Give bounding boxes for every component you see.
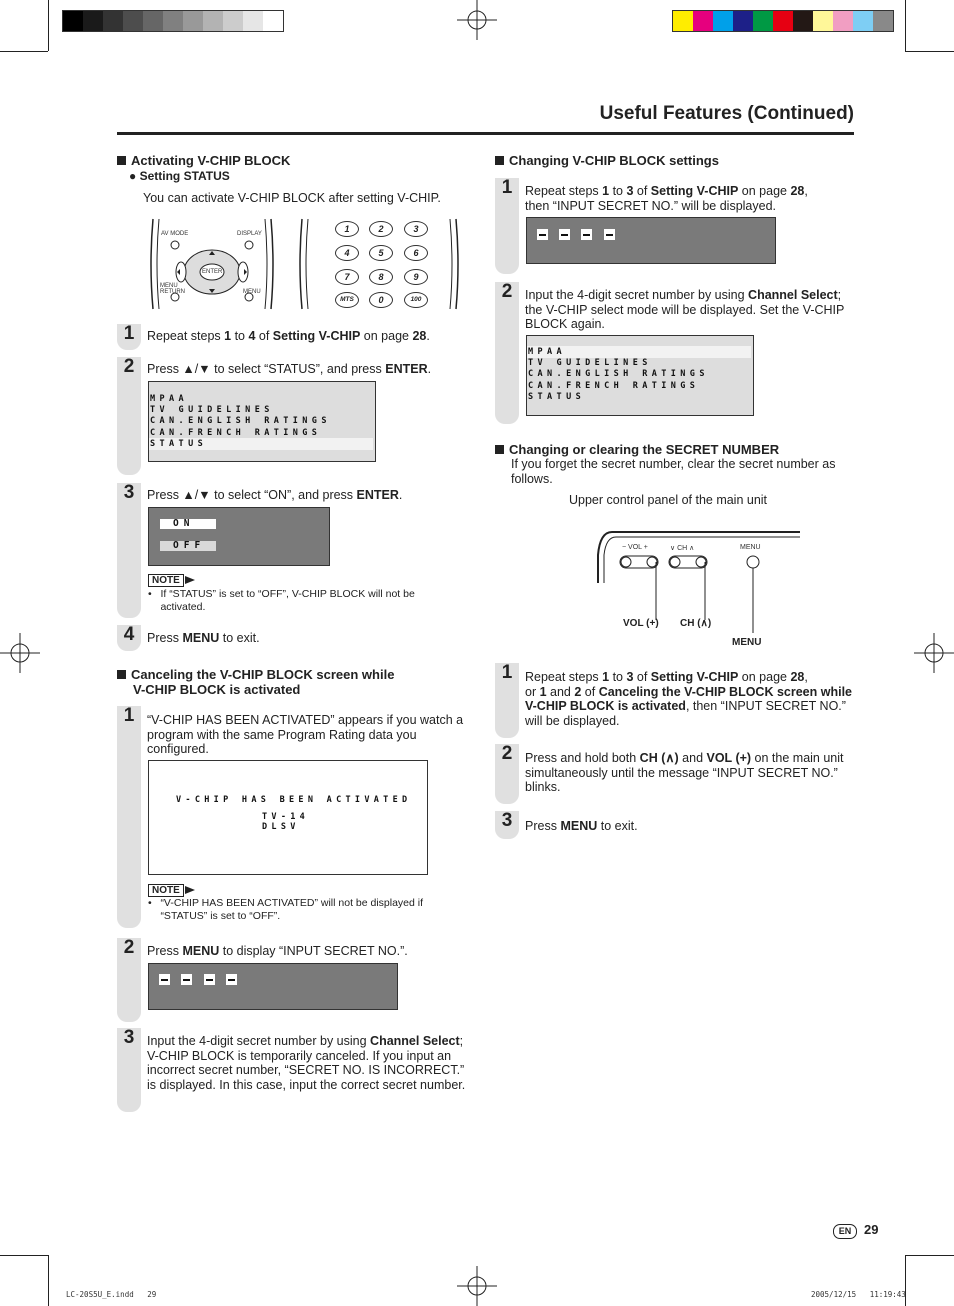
color-swatch bbox=[853, 11, 873, 31]
step-text: Input the 4-digit secret number by using Channel Select; V-CHIP BLOCK is temporarily canceled. If you input an incorrect secret number, “SECRET NO. IS INCORRECT.” is displayed. In this case, input the correct secret number. bbox=[147, 1034, 466, 1092]
step-number: 2 bbox=[501, 281, 513, 302]
secret-entry-box bbox=[526, 217, 776, 264]
color-swatch bbox=[873, 11, 893, 31]
digit-slot bbox=[226, 974, 237, 985]
note-badge: NOTE bbox=[148, 884, 184, 897]
osd-options bbox=[148, 507, 330, 566]
section-heading-changing bbox=[495, 153, 719, 168]
crop-mark bbox=[0, 1255, 48, 1256]
digit-slot bbox=[581, 229, 592, 240]
color-swatches bbox=[672, 10, 894, 32]
keypad-key: 1 bbox=[335, 221, 359, 237]
step-text: Repeat steps 1 to 3 of Setting V-CHIP on page 28, then “INPUT SECRET NO.” will be displayed. bbox=[525, 184, 808, 213]
remote-illustration bbox=[147, 215, 277, 311]
registration-mark bbox=[914, 633, 954, 673]
sub-heading-text: Setting STATUS bbox=[139, 169, 230, 183]
keypad-key: 6 bbox=[404, 245, 428, 261]
secret-entry-box bbox=[148, 963, 398, 1010]
step-number: 2 bbox=[123, 356, 135, 377]
osd-menu-item: TV GUIDELINES bbox=[528, 358, 652, 369]
osd-menu-item: MPAA bbox=[150, 394, 189, 404]
step-number: 2 bbox=[501, 743, 513, 764]
av-mode-label: AV MODE bbox=[161, 231, 189, 237]
color-swatch bbox=[693, 11, 713, 31]
step-text: Press and hold both CH (∧) and VOL (+) on the main unit simultaneously until the message “INPUT SECRET NO.” blinks. bbox=[525, 751, 844, 794]
crop-mark bbox=[905, 1255, 954, 1256]
panel-ch-label: ∨ CH ∧ bbox=[670, 545, 695, 552]
panel-vol-label: − VOL + bbox=[622, 544, 648, 551]
osd-menu-item: STATUS bbox=[150, 438, 208, 449]
intro-text: If you forget the secret number, clear the secret number as follows. bbox=[511, 457, 836, 486]
screen-line: DLSV bbox=[262, 822, 300, 832]
digit-slot bbox=[181, 974, 192, 985]
page-number: 29 bbox=[864, 1222, 879, 1237]
color-swatch bbox=[203, 11, 223, 31]
footer-date: 2005/12/15 11:19:43 bbox=[811, 1290, 906, 1299]
option-on: ON bbox=[173, 518, 195, 529]
keypad-key: 8 bbox=[369, 269, 393, 285]
color-swatch bbox=[123, 11, 143, 31]
color-swatch bbox=[163, 11, 183, 31]
note-text: • If “STATUS” is set to “OFF”, V-CHIP BLOCK will not be activated. bbox=[148, 588, 415, 613]
color-swatch bbox=[223, 11, 243, 31]
registration-mark bbox=[457, 1266, 497, 1306]
menu-return-label: MENU RETURN bbox=[160, 283, 185, 295]
keypad-key: 4 bbox=[335, 245, 359, 261]
menu-label: MENU bbox=[243, 289, 261, 295]
screen-line: TV-14 bbox=[262, 812, 310, 822]
color-swatch bbox=[813, 11, 833, 31]
step-text: Repeat steps 1 to 3 of Setting V-CHIP on page 28, or 1 and 2 of Canceling the V-CHIP BLOCK screen while V-CHIP BLOCK is activated, then “INPUT SECRET NO.” will be displayed. bbox=[525, 670, 852, 728]
osd-menu-item: CAN.FRENCH RATINGS bbox=[150, 427, 322, 438]
step-number: 2 bbox=[123, 937, 135, 958]
step-number: 1 bbox=[123, 705, 135, 726]
osd-menu-item: TV GUIDELINES bbox=[150, 405, 274, 416]
color-swatch bbox=[733, 11, 753, 31]
note-text: • “V-CHIP HAS BEEN ACTIVATED” will not be displayed if “STATUS” is set to “OFF”. bbox=[148, 897, 424, 922]
step-number: 1 bbox=[123, 323, 135, 344]
crop-mark bbox=[0, 51, 48, 52]
color-swatch bbox=[753, 11, 773, 31]
callout-vol: VOL (+) bbox=[623, 618, 659, 629]
digit-slot bbox=[559, 229, 570, 240]
display-label: DISPLAY bbox=[237, 231, 262, 237]
heading-text: V-CHIP BLOCK is activated bbox=[133, 682, 301, 697]
intro-text: You can activate V-CHIP BLOCK after setting V-CHIP. bbox=[143, 191, 441, 205]
language-badge: EN bbox=[833, 1224, 857, 1239]
keypad-key: 9 bbox=[404, 269, 428, 285]
color-swatch bbox=[183, 11, 203, 31]
osd-menu-item: CAN.ENGLISH RATINGS bbox=[528, 369, 709, 380]
option-off: OFF bbox=[173, 540, 206, 551]
keypad-key: 3 bbox=[404, 221, 428, 237]
osd-menu-item: CAN.ENGLISH RATINGS bbox=[150, 416, 331, 427]
grayscale-swatches bbox=[62, 10, 284, 32]
step-text: Press MENU to exit. bbox=[525, 819, 638, 833]
footer-file: LC-20S5U_E.indd 29 bbox=[66, 1290, 157, 1299]
color-swatch bbox=[63, 11, 83, 31]
step-text: Press MENU to display “INPUT SECRET NO.”. bbox=[147, 944, 408, 958]
color-swatch bbox=[713, 11, 733, 31]
color-swatch bbox=[793, 11, 813, 31]
color-swatch bbox=[143, 11, 163, 31]
step-text: “V-CHIP HAS BEEN ACTIVATED” appears if you watch a program with the same Program Rating data you configured. bbox=[147, 713, 464, 756]
section-heading-secret bbox=[495, 442, 779, 457]
heading-text: Activating V-CHIP BLOCK bbox=[131, 153, 291, 168]
step-bar bbox=[117, 706, 141, 928]
step-text: Press ▲/▼ to select “ON”, and press ENTER. bbox=[147, 488, 403, 502]
registration-mark bbox=[0, 633, 40, 673]
sub-heading: ● Setting STATUS bbox=[129, 169, 230, 183]
color-swatch bbox=[773, 11, 793, 31]
osd-menu-item: CAN.FRENCH RATINGS bbox=[528, 380, 700, 391]
color-swatch bbox=[103, 11, 123, 31]
heading-text: Canceling the V-CHIP BLOCK screen while bbox=[131, 667, 395, 682]
digit-slot bbox=[204, 974, 215, 985]
step-number: 3 bbox=[123, 482, 135, 503]
crop-mark bbox=[905, 0, 906, 51]
keypad-key: MTS bbox=[335, 292, 359, 308]
osd-menu-item: STATUS bbox=[528, 391, 586, 402]
color-swatch bbox=[83, 11, 103, 31]
step-bar bbox=[495, 282, 519, 424]
step-number: 3 bbox=[501, 810, 513, 831]
color-swatch bbox=[263, 11, 283, 31]
step-number: 3 bbox=[123, 1027, 135, 1048]
title-rule bbox=[117, 132, 854, 135]
callout-ch: CH (∧) bbox=[680, 618, 712, 629]
keypad-key: 0 bbox=[369, 292, 393, 308]
panel-caption: Upper control panel of the main unit bbox=[569, 493, 768, 507]
digit-slot bbox=[604, 229, 615, 240]
callout-menu: MENU bbox=[732, 637, 762, 648]
keypad-key: 100 bbox=[404, 292, 428, 308]
page-title: Useful Features (Continued) bbox=[599, 103, 854, 124]
digit-slot bbox=[537, 229, 548, 240]
step-number: 4 bbox=[123, 624, 135, 645]
step-text: Input the 4-digit secret number by using Channel Select; the V-CHIP select mode will be displayed. Set the V-CHIP BLOCK again. bbox=[525, 288, 845, 331]
heading-text: Changing V-CHIP BLOCK settings bbox=[509, 153, 719, 168]
keypad-key: 2 bbox=[369, 221, 393, 237]
color-swatch bbox=[673, 11, 693, 31]
crop-mark bbox=[905, 51, 954, 52]
digit-slot bbox=[159, 974, 170, 985]
step-number: 1 bbox=[501, 662, 513, 683]
panel-menu-label: MENU bbox=[740, 544, 761, 551]
step-text: Press ▲/▼ to select “STATUS”, and press ENTER. bbox=[147, 362, 432, 376]
color-swatch bbox=[243, 11, 263, 31]
heading-text: Changing or clearing the SECRET NUMBER bbox=[509, 442, 780, 457]
crop-mark bbox=[48, 0, 49, 51]
enter-label: ENTER bbox=[202, 269, 223, 275]
crop-mark bbox=[48, 1255, 49, 1306]
section-heading-canceling bbox=[117, 667, 394, 697]
screen-line: V-CHIP HAS BEEN ACTIVATED bbox=[176, 795, 412, 805]
note-badge: NOTE bbox=[148, 574, 184, 587]
keypad-key: 7 bbox=[335, 269, 359, 285]
osd-menu-item: MPAA bbox=[528, 347, 567, 357]
step-text: Press MENU to exit. bbox=[147, 631, 260, 645]
registration-mark bbox=[457, 0, 497, 40]
step-text: Repeat steps 1 to 4 of Setting V-CHIP on page 28. bbox=[147, 329, 430, 343]
section-heading-activating bbox=[117, 153, 290, 168]
keypad-key: 5 bbox=[369, 245, 393, 261]
color-swatch bbox=[833, 11, 853, 31]
step-number: 1 bbox=[501, 177, 513, 198]
